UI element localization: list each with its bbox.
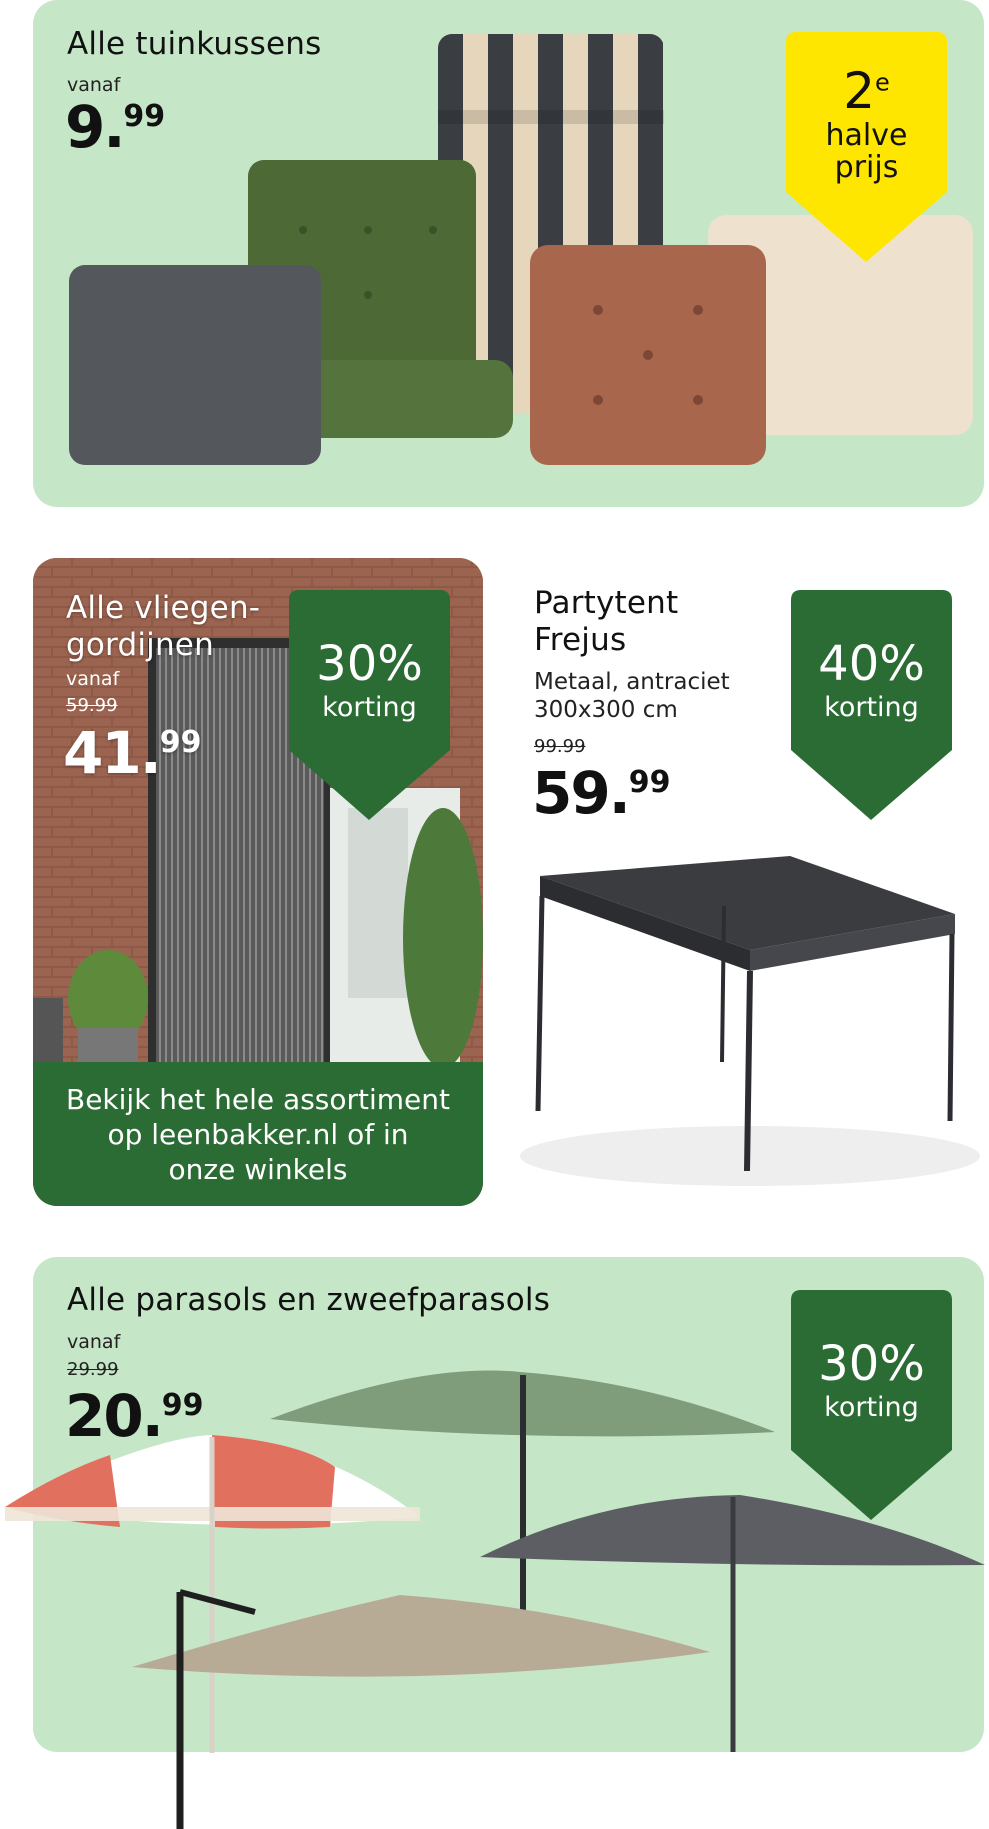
fly-curtain-old-price: 59.99	[66, 695, 118, 716]
fly-curtain-price: 41.99	[63, 719, 202, 787]
partytent-description: Metaal, antraciet 300x300 cm	[534, 669, 730, 723]
badge-percentage: 40%	[818, 636, 925, 692]
cushions-price: 9.99	[65, 93, 166, 161]
partytent-image	[500, 826, 984, 1206]
badge-second: 2e	[843, 62, 890, 120]
assortment-cta[interactable]: Bekijk het hele assortiment op leenbakker.nl of in onze winkels	[33, 1062, 483, 1206]
cushions-panel[interactable]	[33, 0, 984, 507]
parasols-title: Alle parasols en zweefparasols	[67, 1282, 551, 1318]
cushions-title: Alle tuinkussens	[67, 26, 322, 62]
badge-half-text: halve prijs	[825, 118, 908, 185]
badge-label: korting	[322, 692, 417, 723]
badge-percentage: 30%	[818, 1336, 925, 1392]
parasols-price: 20.99	[65, 1382, 204, 1450]
fly-curtain-from-label: vanaf	[66, 668, 120, 690]
partytent-panel[interactable]	[500, 558, 984, 1206]
partytent-discount-badge	[791, 590, 952, 820]
partytent-title: Partytent Frejus	[534, 585, 679, 658]
fly-curtain-discount-badge	[289, 590, 450, 820]
parasols-old-price: 29.99	[67, 1359, 119, 1380]
badge-percentage: 30%	[316, 636, 423, 692]
badge-label: korting	[824, 1392, 919, 1423]
parasols-from-label: vanaf	[67, 1331, 121, 1353]
partytent-old-price: 99.99	[534, 736, 586, 757]
badge-label: korting	[824, 692, 919, 723]
fly-curtain-panel[interactable]	[33, 558, 483, 1206]
grey-cushion	[69, 265, 321, 465]
parasols-image	[0, 1367, 989, 1829]
half-price-badge	[786, 32, 947, 262]
partytent-price: 59.99	[532, 759, 671, 827]
cushions-from-label: vanaf	[67, 74, 121, 96]
terracotta-cushion	[530, 245, 766, 465]
fly-curtain-title: Alle vliegen- gordijnen	[66, 590, 261, 663]
